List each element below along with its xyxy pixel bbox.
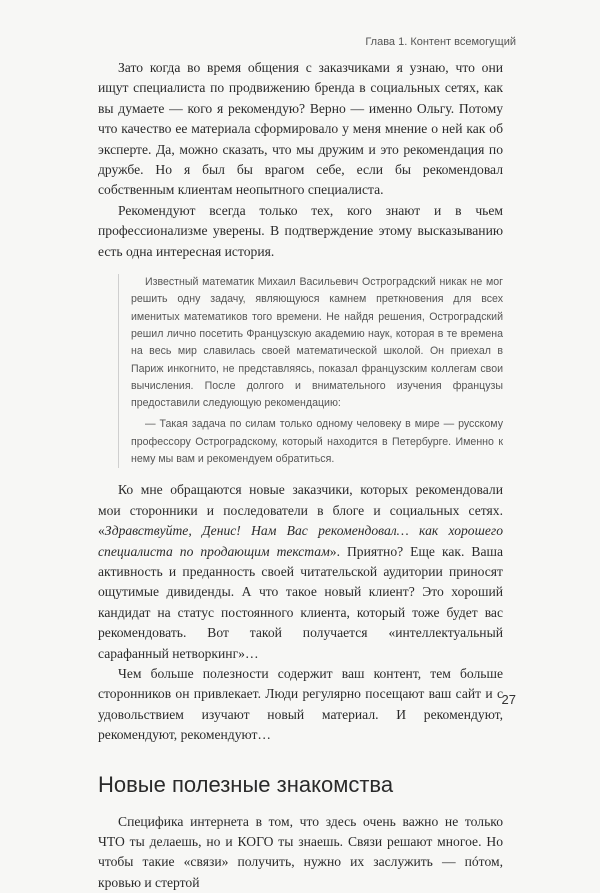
page-body bbox=[98, 58, 503, 893]
section-title: Новые полезные знакомства bbox=[98, 771, 394, 797]
running-header: Глава 1. Контент всемогущий bbox=[365, 36, 516, 48]
paragraph-3-italic-quote: Здравствуйте, Денис! Нам Вас рекомендовал… как хорошего специалиста по продающим текстам bbox=[98, 523, 503, 559]
quote-block bbox=[118, 274, 503, 468]
paragraph-3-part-a: Ко мне обращаются новые заказчики, которых рекомендовали мои сторонники и последователи в блоге и социальных сетях. « bbox=[98, 482, 503, 539]
paragraph-1: Зато когда во время общения с заказчиками я узнаю, что они ищут специалиста по продвижению бренда в социальных сетях, как вы думаете — кого я рекомендую? Верно — именно Ольгу. Потому что качество ее материала сформировало у меня мнение о ней как об эксперте. Да, можно сказать, что мы дружим и это рекомендация по дружбе. Но я был бы врагом себе, если бы рекомендовал собственным клиентам неопытного специалиста. bbox=[98, 60, 503, 198]
paragraph-5: Специфика интернета в том, что здесь очень важно не только ЧТО ты делаешь, но и КОГО ты знаешь. Связи решают многое. Но чтобы такие «связи» получить, нужно их заслужить — пóтом, кровью и стертой bbox=[98, 813, 503, 890]
page-number: 27 bbox=[501, 692, 516, 707]
paragraph-3 bbox=[98, 480, 503, 664]
paragraph-3-part-b: ». Приятно? Еще как. Ваша активность и преданность своей читательской аудитории приносят ощутимые дивиденды. А что такое новый клиент? Это хороший кандидат на статус постоянного клиента, который тоже будет вас рекомендовать. Вот такой получается «интеллектуальный сарафанный нетворкинг»… bbox=[98, 543, 504, 661]
quote-paragraph-1: Известный математик Михаил Васильевич Остроградский никак не мог решить одну задачу, являющуюся камнем преткновения для всех именитых математиков того времени. Не найдя решения, Остроградский решил лично посетить Французскую академию наук, которая в те времена на весь мир славилась своей математической школой. Он приехал в Париж инкогнито, не представляясь, показал французским коллегам свои вычисления. После долгого и внимательного изучения французы предоставили следующую рекомендацию: bbox=[131, 276, 503, 410]
quote-paragraph-2: — Такая задача по силам только одному человеку в мире — русскому профессору Остроградскому, который находится в Петербурге. Именно к нему мы вам и рекомендуем обратиться. bbox=[131, 418, 503, 466]
paragraph-2: Рекомендуют всегда только тех, кого знают и в чьем профессионализме уверены. В подтверждение этому высказыванию есть одна интересная история. bbox=[98, 202, 503, 259]
paragraph-4: Чем больше полезности содержит ваш контент, тем больше сторонников он привлекает. Люди регулярно посещают ваш сайт и с удовольствием изучают новый материал. И рекомендуют, рекомендуют, рекомендуют… bbox=[98, 665, 503, 743]
